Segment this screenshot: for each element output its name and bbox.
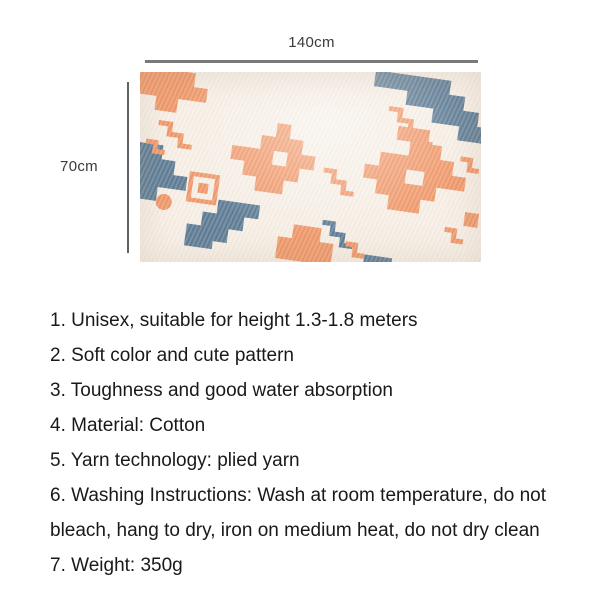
feature-item: 6. Washing Instructions: Wash at room temperature, do not bleach, hang to dry, iron on medium heat, do not dry clean bbox=[50, 485, 546, 541]
height-dimension-label: 70cm bbox=[60, 158, 98, 175]
feature-item: 2. Soft color and cute pattern bbox=[50, 345, 294, 366]
feature-list bbox=[50, 303, 580, 583]
feature-item: 5. Yarn technology: plied yarn bbox=[50, 450, 300, 471]
width-dimension-label: 140cm bbox=[288, 34, 335, 51]
width-dimension-line bbox=[145, 60, 478, 63]
towel-photo bbox=[140, 72, 481, 262]
feature-item: 4. Material: Cotton bbox=[50, 415, 206, 436]
feature-item: 7. Weight: 350g bbox=[50, 555, 183, 576]
height-dimension-line bbox=[127, 82, 129, 253]
feature-item: 3. Toughness and good water absorption bbox=[50, 380, 393, 401]
fabric-weave-texture bbox=[140, 72, 481, 262]
feature-item: 1. Unisex, suitable for height 1.3-1.8 meters bbox=[50, 310, 418, 331]
